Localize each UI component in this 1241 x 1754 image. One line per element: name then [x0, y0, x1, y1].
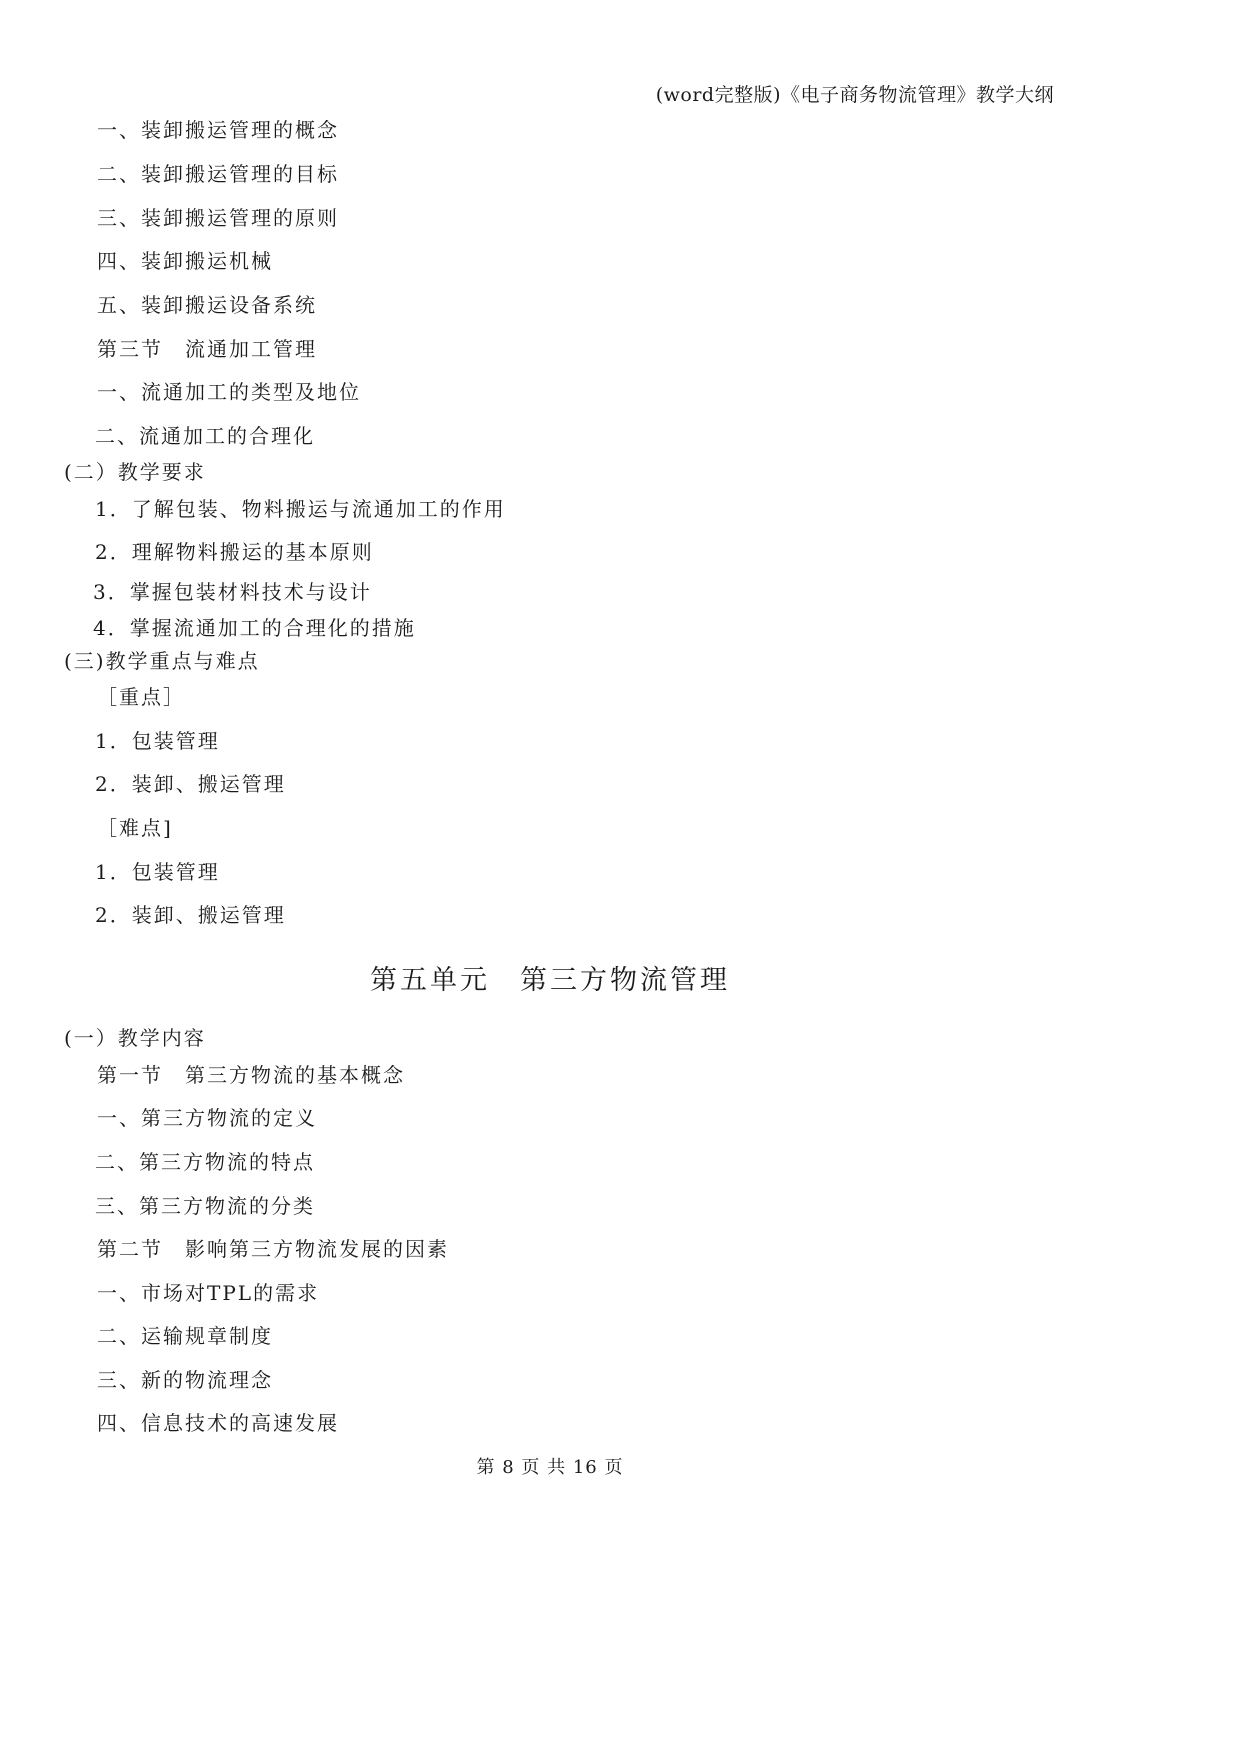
content-heading: (一）教学内容: [64, 1026, 206, 1050]
requirement-item: 1．了解包装、物料搬运与流通加工的作用: [95, 497, 506, 521]
requirements-heading: (二）教学要求: [64, 460, 206, 484]
difficulty-label: ［难点]: [97, 816, 173, 840]
list-item: 三、装卸搬运管理的原则: [97, 206, 339, 230]
list-item: 一、市场对TPL的需求: [97, 1281, 320, 1305]
list-item: 二、装卸搬运管理的目标: [97, 162, 339, 186]
section-heading: 第二节 影响第三方物流发展的因素: [97, 1237, 449, 1261]
page-footer: 第 8 页 共 16 页: [476, 1457, 624, 1478]
key-points-heading: (三)教学重点与难点: [64, 649, 260, 673]
focus-item: 1．包装管理: [95, 729, 220, 753]
requirement-item: 3．掌握包装材料技术与设计: [93, 580, 372, 604]
list-item: 三、新的物流理念: [97, 1368, 273, 1392]
page-header: (word完整版)《电子商务物流管理》教学大纲: [655, 84, 1054, 106]
difficulty-item: 2．装卸、搬运管理: [95, 903, 286, 927]
list-item: 二、第三方物流的特点: [95, 1150, 315, 1174]
list-item: 一、第三方物流的定义: [97, 1106, 317, 1130]
section-heading: 第三节 流通加工管理: [97, 337, 317, 361]
list-item: 四、信息技术的高速发展: [97, 1411, 339, 1435]
list-item: 四、装卸搬运机械: [97, 249, 273, 273]
difficulty-item: 1．包装管理: [95, 860, 220, 884]
requirement-item: 4．掌握流通加工的合理化的措施: [93, 616, 416, 640]
list-item: 二、流通加工的合理化: [95, 424, 315, 448]
list-item: 三、第三方物流的分类: [95, 1194, 315, 1218]
section-heading: 第一节 第三方物流的基本概念: [97, 1063, 405, 1087]
requirement-item: 2．理解物料搬运的基本原则: [95, 540, 374, 564]
focus-item: 2．装卸、搬运管理: [95, 772, 286, 796]
list-item: 五、装卸搬运设备系统: [97, 293, 317, 317]
list-item: 二、运输规章制度: [97, 1324, 273, 1348]
unit-title: 第五单元 第三方物流管理: [370, 965, 730, 996]
list-item: 一、装卸搬运管理的概念: [97, 118, 339, 142]
list-item: 一、流通加工的类型及地位: [97, 380, 361, 404]
focus-label: ［重点］: [97, 685, 185, 709]
